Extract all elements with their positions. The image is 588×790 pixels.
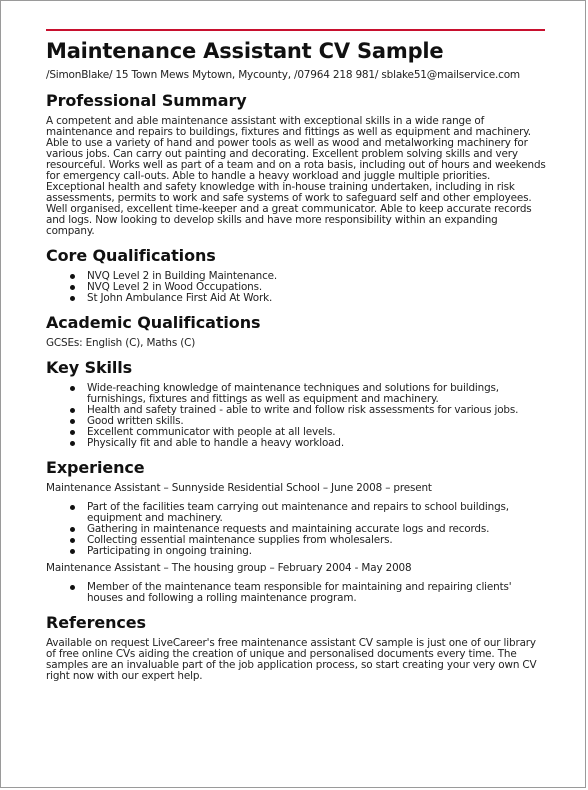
core-heading: Core Qualifications [46,246,216,265]
list-item: Excellent communicator with people at all levels. [87,427,546,438]
job-title-2: Maintenance Assistant – The housing group – February 2004 - May 2008 [46,562,412,574]
list-item: Health and safety trained - able to write and follow risk assessments for various jobs. [87,405,546,416]
contact-line: /SimonBlake/ 15 Town Mews Mytown, Mycounty, /07964 218 981/ sblake51@mailservice.com [46,69,520,81]
cv-title: Maintenance Assistant CV Sample [46,39,444,63]
list-item: Gathering in maintenance requests and maintaining accurate logs and records. [87,524,546,535]
core-list [46,271,546,304]
academic-heading: Academic Qualifications [46,313,261,332]
references-text: Available on request LiveCareer's free maintenance assistant CV sample is just one of our library of free online CVs aiding the creation of unique and personalised documents every time. The samples are an invaluable part of the job application process, so start creating your very own CV right now with our expert help. [46,637,537,682]
list-item: Part of the facilities team carrying out maintenance and repairs to school buildings, equipment and machinery. [87,502,546,524]
summary-heading: Professional Summary [46,91,247,110]
list-item: Collecting essential maintenance supplies from wholesalers. [87,535,546,546]
list-item: NVQ Level 2 in Building Maintenance. [87,271,546,282]
list-item: St John Ambulance First Aid At Work. [87,293,546,304]
academic-text: GCSEs: English (C), Maths (C) [46,337,196,349]
skills-heading: Key Skills [46,358,133,377]
job-2-duties [46,582,546,604]
summary-text: A competent and able maintenance assistant with exceptional skills in a wide range of maintenance and repairs to buildings, fixtures and fittings as well as equipment and machinery. Able to use a variety of hand and power tools as well as wood and metalworking machinery for various jobs. Can carry out painting and decorating. Excellent problem solving skills and very resourceful. Works well as part of a team and on a rota basis, including out of hours and weekends for emergency call-outs. Able to handle a heavy workload and juggle multiple priorities. Exceptional health and safety knowledge with in-house training undertaken, including in risk assessments, permits to work and safe systems of work to safeguard self and other employees. Well organised, excellent time-keeper and a great communicator. Able to keep accurate records and logs. Now looking to develop skills and have more responsibility within an expanding company. [46,115,546,237]
job-1-duties [46,502,546,557]
list-item: Participating in ongoing training. [87,546,546,557]
skills-list [46,383,546,449]
list-item: Wide-reaching knowledge of maintenance techniques and solutions for buildings, furnishings, fixtures and fittings as well as equipment and machinery. [87,383,546,405]
list-item: Physically fit and able to handle a heavy workload. [87,438,546,449]
list-item: Member of the maintenance team responsible for maintaining and repairing clients' houses and following a rolling maintenance program. [87,582,546,604]
list-item: Good written skills. [87,416,546,427]
list-item: NVQ Level 2 in Wood Occupations. [87,282,546,293]
cv-content [46,37,546,682]
references-heading: References [46,613,146,632]
experience-heading: Experience [46,458,145,477]
job-title-1: Maintenance Assistant – Sunnyside Residential School – June 2008 – present [46,482,432,494]
header-rule [46,29,545,31]
